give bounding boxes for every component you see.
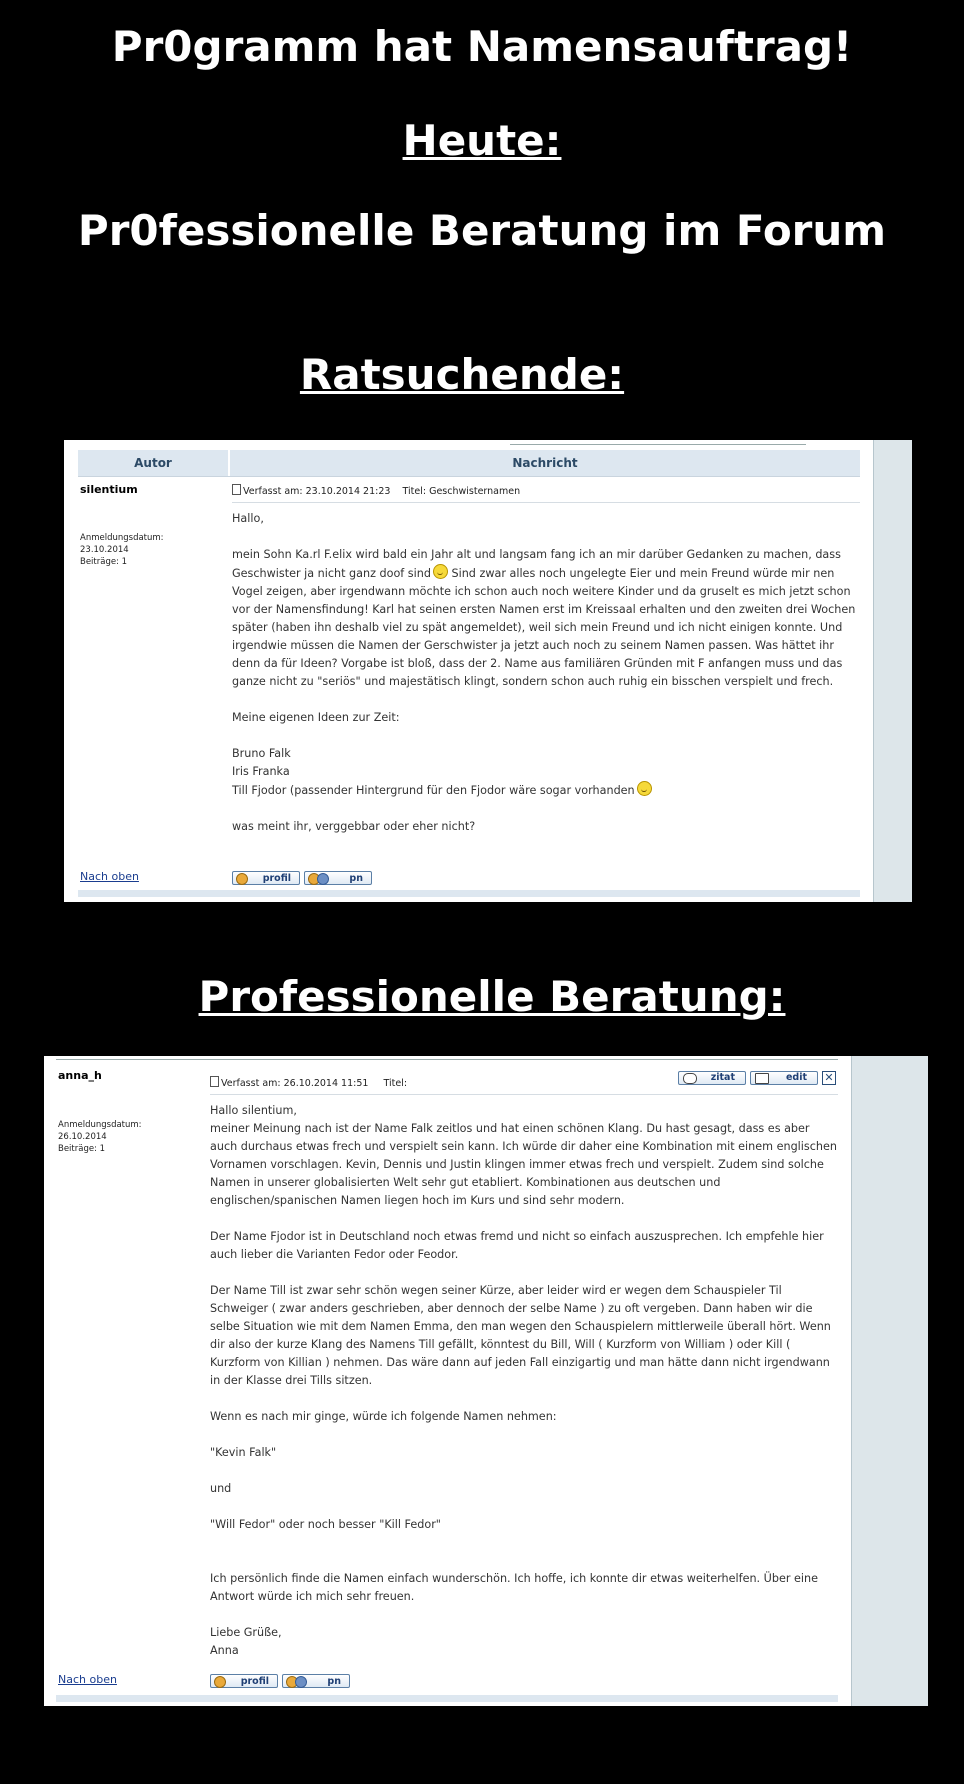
author-meta (58, 1119, 142, 1155)
greeting: Hallo silentium, (210, 1104, 297, 1117)
post-footer-bar (78, 890, 860, 897)
scroll-gutter (851, 1056, 928, 1706)
pm-button[interactable]: pn (282, 1674, 350, 1688)
post-title: Titel: Geschwisternamen (402, 486, 521, 497)
registration-label: Anmeldungsdatum: (80, 533, 164, 543)
wink-smiley-icon (637, 781, 652, 796)
table-header (78, 450, 860, 477)
scroll-gutter (873, 440, 912, 902)
post-body (210, 1102, 838, 1660)
ideas-intro: Meine eigenen Ideen zur Zeit: (232, 711, 400, 724)
post-footer-bar (56, 1695, 838, 1702)
conjunction: und (210, 1482, 232, 1495)
speech-bubble-icon (683, 1073, 697, 1084)
users-icon-2 (317, 873, 329, 885)
section-heading-seeker: Ratsuchende: (299, 350, 625, 399)
post-date: Verfasst am: 23.10.2014 21:23 (243, 486, 391, 497)
post-author[interactable]: silentium (80, 483, 138, 496)
delete-button[interactable]: ✕ (822, 1071, 836, 1085)
edit-button[interactable]: edit (750, 1071, 818, 1085)
back-to-top-link[interactable]: Nach oben (80, 870, 139, 883)
signoff: Liebe Grüße, (210, 1626, 282, 1639)
divider (210, 1094, 838, 1095)
paragraph: Ich persönlich finde die Namen einfach wunderschön. Ich hoffe, ich konnte dir etwas weiterhelfen. Über eine Antwort würde ich mich sehr freuen. (210, 1572, 818, 1603)
column-header-message: Nachricht (512, 456, 578, 470)
profile-button[interactable]: profil (232, 871, 300, 885)
paragraph: Der Name Fjodor ist in Deutschland noch etwas fremd und nicht so einfach auszusprechen. Ich empfehle hier auch lieber die Varianten Fedor oder Feodor. (210, 1230, 824, 1261)
idea-item: Iris Franka (232, 765, 290, 778)
post-header (232, 484, 520, 497)
back-to-top-link[interactable]: Nach oben (58, 1673, 117, 1686)
paragraph: Der Name Till ist zwar sehr schön wegen seiner Kürze, aber leider wird er wegen dem Schauspieler Til Schweiger ( zwar anders geschrieben, aber dennoch der selbe Name ) zu oft vergeben. Dann haben wir die selbe Situation wie mit dem Namen Emma, den man wegen den Schauspielern mittlerweile überall hört. Wenn dir also der kurze Klang des Namens Till gefällt, könntest du Bill, Will ( Kurzform von William ) oder Kill ( Kurzform von Killian ) nehmen. Das wäre dann auf jeden Fall einzigartig und man hätte dann nicht irgendwann in der Klasse drei Tills sitzen. (210, 1284, 831, 1387)
divider (232, 502, 860, 503)
post-count: Beiträge: 1 (58, 1144, 106, 1154)
greeting: Hallo, (232, 512, 264, 525)
registration-date: 26.10.2014 (58, 1132, 107, 1142)
post-title: Titel: (383, 1078, 408, 1089)
idea-item: Bruno Falk (232, 747, 291, 760)
registration-label: Anmeldungsdatum: (58, 1120, 142, 1130)
name-suggestion: "Will Fedor" oder noch besser "Kill Fedor" (210, 1518, 441, 1531)
name-suggestion: "Kevin Falk" (210, 1446, 277, 1459)
signature: Anna (210, 1644, 239, 1657)
paragraph-text: mein Sohn Ka.rl F.elix wird bald ein Jahr alt und langsam fang ich an mir darüber Gedanken zu machen, dass Geschwister ja nicht ganz doof sind (232, 548, 841, 580)
user-icon (214, 1676, 226, 1688)
quote-button[interactable]: zitat (678, 1071, 746, 1085)
top-border (56, 1056, 838, 1060)
main-title: Pr0gramm hat Namensauftrag! (111, 22, 853, 71)
post-body (232, 510, 856, 836)
forum-post-reply (44, 1056, 928, 1706)
post-date: Verfasst am: 26.10.2014 11:51 (221, 1078, 369, 1089)
wink-smiley-icon (433, 564, 448, 579)
paragraph (232, 546, 856, 691)
post-header (210, 1076, 407, 1089)
forum-post-question (64, 440, 912, 902)
paragraph: Wenn es nach mir ginge, würde ich folgende Namen nehmen: (210, 1410, 557, 1423)
idea-text: Till Fjodor (passender Hintergrund für den Fjodor wäre sogar vorhanden (232, 784, 635, 797)
paragraph-text: Sind zwar alles noch ungelegte Eier und mein Freund würde mir nen Vogel zeigen, aber irgendwann möchte ich schon auch noch weitere Kinder und da gruselt es mich jetzt schon vor der Namensfindung! Karl hat seinen ersten Namen erst im Kreissaal erhalten und den zweiten drei Wochen später (haben ihn deshalb viel zu spät angemeldet), weil sich mein Freund und ich nicht einigen konnte. Und irgendwie müssen die Namen der Gerschwister ja jetzt auch noch zu seinem Namen passen. Was hättet ihr denn da für Ideen? Vorgabe ist bloß, dass der 2. Name aus familiären Gründen mit F anfangen muss und das ganze nicht zu "seriös" und majestätisch klingt, sondern schon auch ruhig ein bisschen verspielt und frech. (232, 567, 856, 688)
users-icon-2 (295, 1676, 307, 1688)
closing-question: was meint ihr, verggebbar oder eher nicht? (232, 820, 476, 833)
column-header-author: Autor (134, 456, 172, 470)
paragraph: meiner Meinung nach ist der Name Falk zeitlos und hat einen schönen Klang. Du hast gesagt, dass es aber auch durchaus etwas frech und verspielt sein kann. Ich würde dir daher eine Kombination mit einem englischen Vornamen vorschlagen. Kevin, Dennis und Justin klingen immer etwas frech und verspielt. Zudem sind solche Namen in unserer globalisierten Welt sehr gut etabliert. Kombinationen aus deutschen und englischen/spanischen Namen liegen hoch im Kurs und sind sehr modern. (210, 1122, 837, 1207)
post-icon (210, 1076, 219, 1087)
subtitle: Pr0fessionelle Beratung im Forum (77, 206, 887, 255)
pencil-icon (755, 1073, 769, 1084)
author-meta (80, 532, 164, 568)
today-heading: Heute: (402, 116, 562, 165)
idea-item (232, 781, 856, 800)
section-heading-advice: Professionelle Beratung: (198, 972, 786, 1021)
pm-button[interactable]: pn (304, 871, 372, 885)
user-icon (236, 873, 248, 885)
post-icon (232, 484, 241, 495)
post-count: Beiträge: 1 (80, 557, 128, 567)
post-author[interactable]: anna_h (58, 1069, 102, 1082)
registration-date: 23.10.2014 (80, 545, 129, 555)
pagination-bar (510, 440, 806, 445)
profile-button[interactable]: profil (210, 1674, 278, 1688)
